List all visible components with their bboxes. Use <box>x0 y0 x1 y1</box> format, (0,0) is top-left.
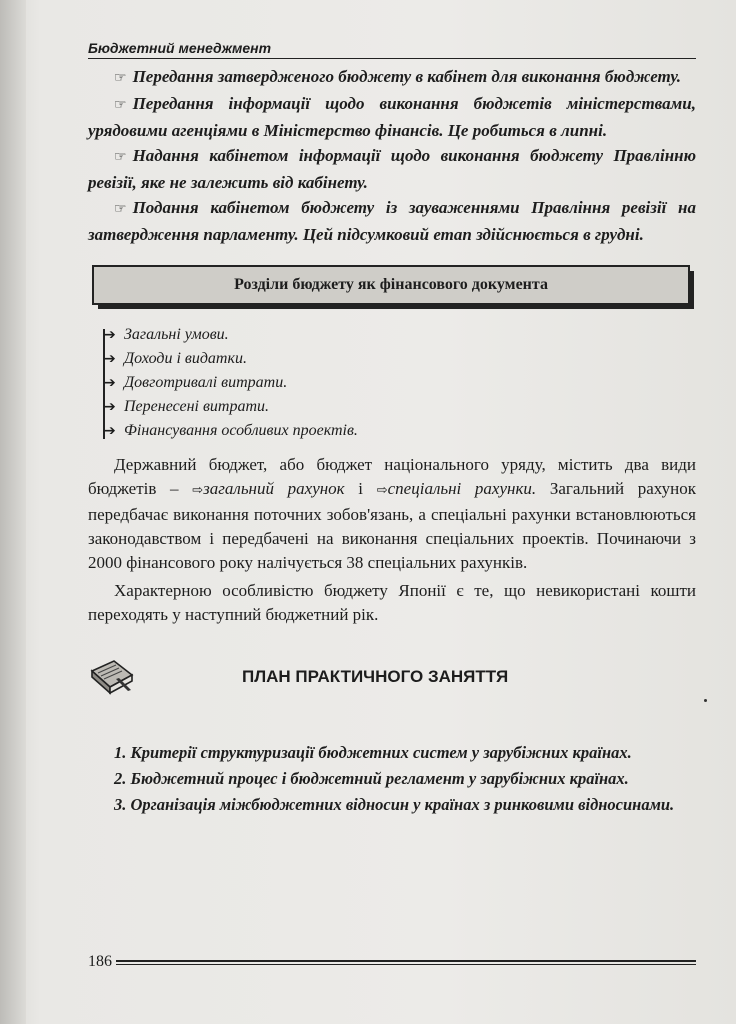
plan-title: ПЛАН ПРАКТИЧНОГО ЗАНЯТТЯ <box>242 667 509 686</box>
bullet-item: ☞ Подання кабінетом бюджету із зауваженнями Правління ревізії на затвердження парламенту. Цей підсумковий етап здійснюється в грудні. <box>88 198 696 244</box>
page-content <box>88 64 696 819</box>
tree-item: ➔ Загальні умови. <box>100 323 696 347</box>
arrow-right-icon: ➔ <box>104 375 116 391</box>
tree-item: ➔ Довготривалі витрати. <box>100 371 696 395</box>
running-header: Бюджетний менеджмент <box>88 40 696 59</box>
outline-arrow-icon: ⇨ <box>192 483 204 498</box>
sections-tree <box>100 323 696 443</box>
plan-header <box>88 657 696 697</box>
book-pen-icon <box>88 657 136 697</box>
bullet-item: ☞ Передання затвердженого бюджету в кабінет для виконання бюджету. <box>114 67 682 86</box>
arrow-right-icon: ➔ <box>104 423 116 439</box>
plan-list <box>88 741 696 817</box>
arrow-right-icon: ➔ <box>104 351 116 367</box>
bullet-item: ☞ Передання інформації щодо виконання бюджетів міністерствами, урядовими агенціями в Міністерство фінансів. Це робиться в липні. <box>88 94 696 140</box>
plan-item: 2. Бюджетний процес і бюджетний регламент у зарубіжних країнах. <box>114 769 629 788</box>
speck <box>704 699 707 702</box>
section-box <box>92 265 696 309</box>
tree-item: ➔ Фінансування особливих проектів. <box>100 419 696 443</box>
plan-item: 1. Критерії структуризації бюджетних систем у зарубіжних країнах. <box>114 743 632 762</box>
bullet-item: ☞ Надання кабінетом інформації щодо виконання бюджету Правлінню ревізії, яке не залежить від кабінету. <box>88 146 696 192</box>
pointing-hand-icon: ☞ <box>114 70 127 86</box>
pointing-hand-icon: ☞ <box>114 201 127 217</box>
arrow-right-icon: ➔ <box>104 399 116 415</box>
body-paragraph: Державний бюджет, або бюджет національного уряду, містить два види бюджетів – ⇨загальний рахунок і ⇨спеціальні рахунки. Загальний рахунок передбачає виконання поточних зобов'язань, а спеціальні рахунки встановлюються законодавством і передбачені на виконання спеціальних проектів. Починаючи з 2000 фінансового року налічується 38 спеціальних рахунків. <box>88 455 697 572</box>
tree-item: ➔ Перенесені витрати. <box>100 395 696 419</box>
tree-item: ➔ Доходи і видатки. <box>100 347 696 371</box>
page-footer <box>88 953 696 971</box>
pointing-hand-icon: ☞ <box>114 97 127 113</box>
page-edge <box>0 0 26 1024</box>
outline-arrow-icon: ⇨ <box>376 483 388 498</box>
box-title: Розділи бюджету як фінансового документа <box>92 265 690 305</box>
body-paragraph: Характерною особливістю бюджету Японії є те, що невикористані кошти переходять у наступний бюджетний рік. <box>88 581 696 624</box>
page-number: 186 <box>88 953 112 970</box>
pointing-hand-icon: ☞ <box>114 149 127 165</box>
footer-rule <box>116 960 696 965</box>
plan-item: 3. Організація міжбюджетних відносин у країнах з ринковими відносинами. <box>114 795 675 814</box>
arrow-right-icon: ➔ <box>104 327 116 343</box>
